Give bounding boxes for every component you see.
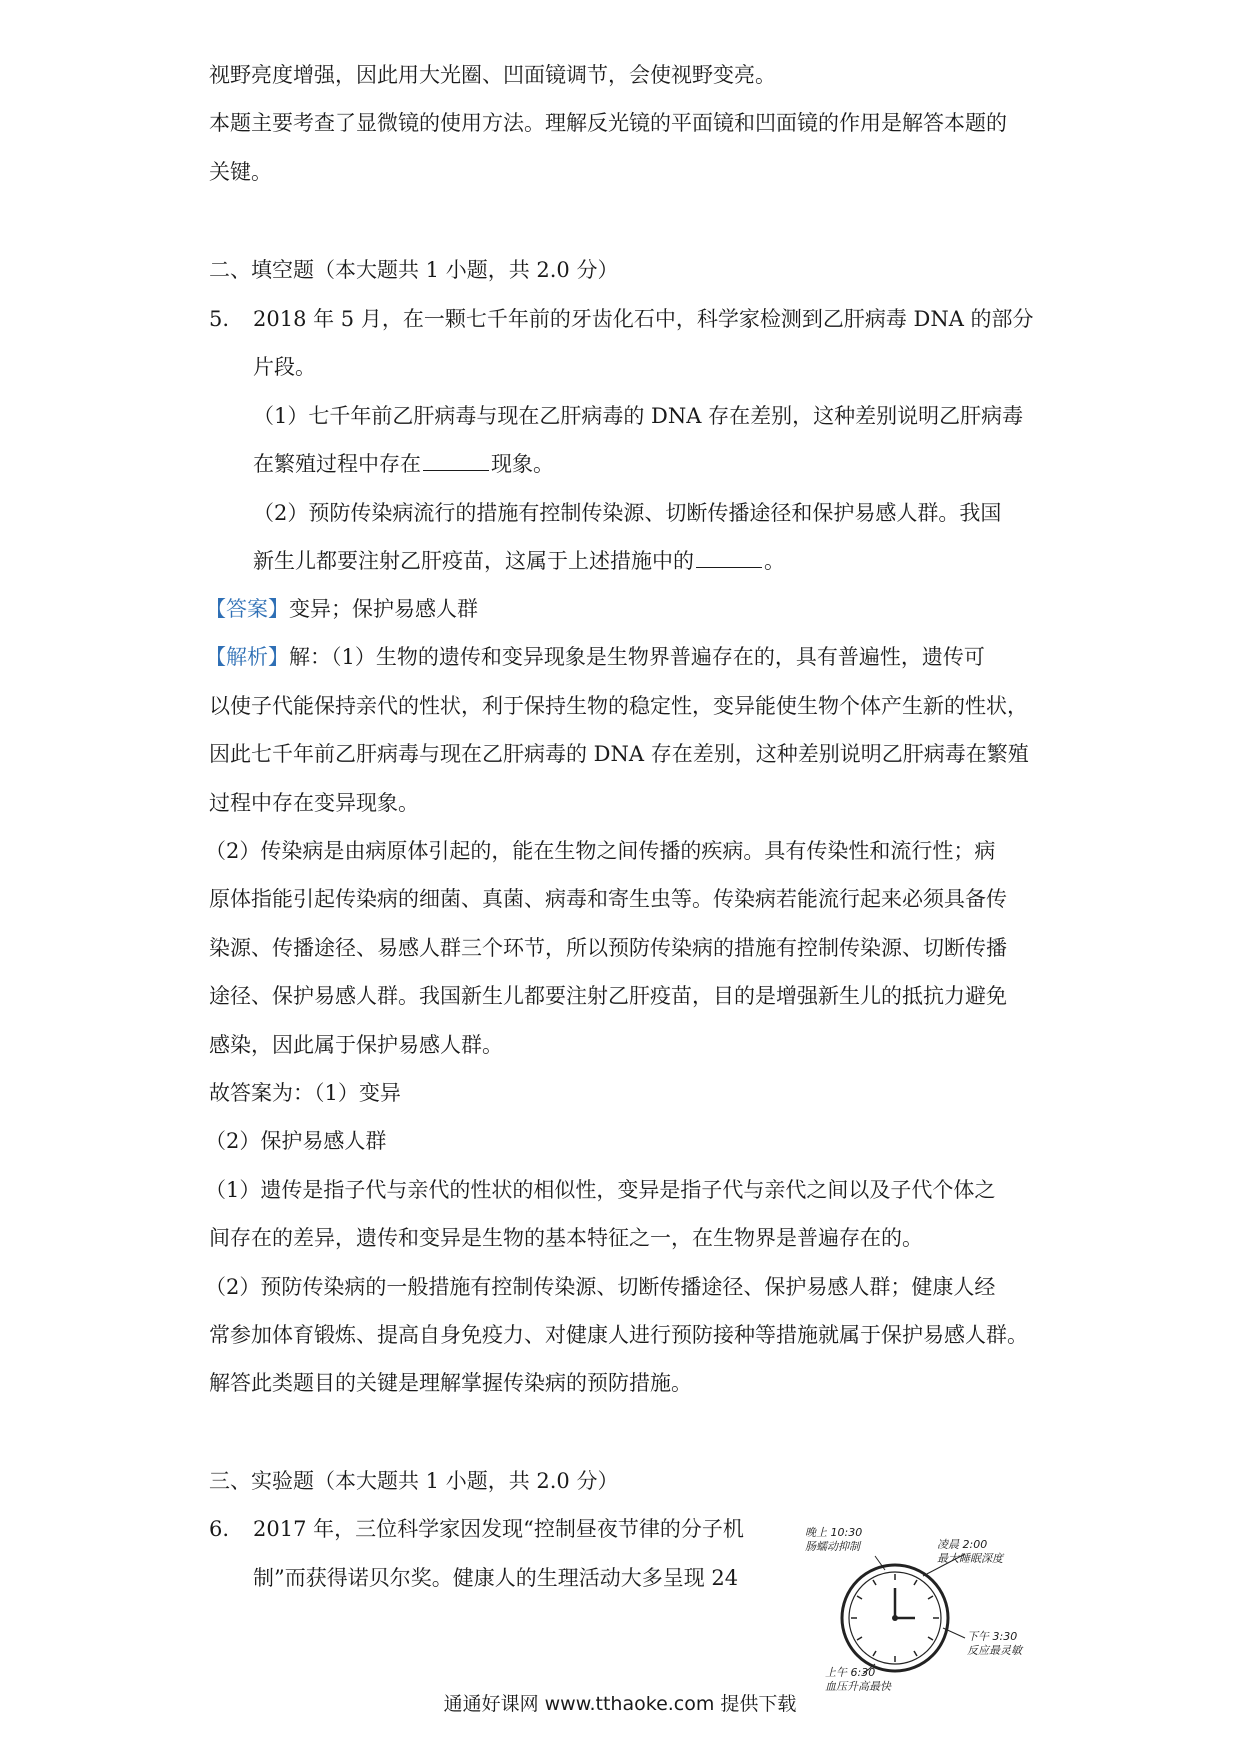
analysis-line — [205, 642, 985, 672]
text-line: 关键。 — [209, 160, 272, 184]
subquestion-text: （2）预防传染病流行的措施有控制传染源、切断传播途径和保护易感人群。我国 — [253, 501, 1002, 525]
analysis-line: 感染，因此属于保护易感人群。 — [209, 1033, 503, 1057]
analysis-line: 故答案为：（1）变异 — [209, 1081, 401, 1105]
section-title: 二、填空题（本大题共 1 小题，共 2.0 分） — [209, 258, 619, 282]
question-text: 2018 年 5 月，在一颗七千年前的牙齿化石中，科学家检测到乙肝病毒 DNA 的部分 — [253, 307, 1034, 331]
clock-label-night — [805, 1526, 862, 1554]
analysis-tag: 【解析】 — [205, 645, 289, 669]
analysis-line: 染源、传播途径、易感人群三个环节，所以预防传染病的措施有控制传染源、切断传播 — [209, 936, 1007, 960]
analysis-line: 间存在的差异，遗传和变异是生物的基本特征之一，在生物界是普遍存在的。 — [209, 1226, 923, 1250]
label-desc: 肠蠕动抑制 — [805, 1540, 860, 1553]
text-line: 视野亮度增强，因此用大光圈、凹面镜调节，会使视野变亮。 — [209, 63, 776, 87]
text-segment: 。 — [764, 549, 785, 573]
text-segment: 新生儿都要注射乙肝疫苗，这属于上述措施中的 — [253, 549, 694, 573]
analysis-line: （2）保护易感人群 — [205, 1129, 387, 1153]
question-text: 片段。 — [253, 355, 316, 379]
analysis-line: 途径、保护易感人群。我国新生儿都要注射乙肝疫苗，目的是增强新生儿的抵抗力避免 — [209, 984, 1007, 1008]
answer-blank — [696, 547, 762, 568]
analysis-line: （1）遗传是指子代与亲代的性状的相似性，变异是指子代与亲代之间以及子代个体之 — [205, 1178, 996, 1202]
label-time: 凌晨 2:00 — [937, 1538, 988, 1551]
label-desc: 反应最灵敏 — [967, 1644, 1022, 1657]
question-number: 5. — [209, 307, 230, 331]
clock-label-dawn — [937, 1538, 1003, 1566]
answer-blank — [423, 450, 489, 471]
question-number: 6. — [209, 1517, 230, 1541]
subquestion-text — [253, 546, 785, 576]
label-time: 下午 3:30 — [967, 1630, 1018, 1643]
question-text: 制”而获得诺贝尔奖。健康人的生理活动大多呈现 24 — [253, 1566, 739, 1590]
analysis-line: 因此七千年前乙肝病毒与现在乙肝病毒的 DNA 存在差别，这种差别说明乙肝病毒在繁殖 — [209, 742, 1029, 766]
answer-text: 变异；保护易感人群 — [289, 597, 478, 621]
circadian-clock-figure — [805, 1526, 1045, 1701]
subquestion-text — [253, 449, 554, 479]
analysis-line: 解答此类题目的关键是理解掌握传染病的预防措施。 — [209, 1371, 692, 1395]
analysis-line: 过程中存在变异现象。 — [209, 791, 419, 815]
analysis-line: 以使子代能保持亲代的性状，利于保持生物的稳定性，变异能使生物个体产生新的性状， — [209, 694, 1028, 718]
section-title: 三、实验题（本大题共 1 小题，共 2.0 分） — [209, 1469, 619, 1493]
analysis-line: 原体指能引起传染病的细菌、真菌、病毒和寄生虫等。传染病若能流行起来必须具备传 — [209, 887, 1007, 911]
footer-source: 通通好课网 www.tthaoke.com 提供下载 — [443, 1693, 797, 1715]
label-desc: 最大睡眠深度 — [937, 1552, 1003, 1565]
label-time: 晚上 10:30 — [805, 1526, 863, 1539]
analysis-line: 常参加体育锻炼、提高自身免疫力、对健康人进行预防接种等措施就属于保护易感人群。 — [209, 1323, 1028, 1347]
answer-line — [205, 594, 478, 624]
text-line: 本题主要考查了显微镜的使用方法。理解反光镜的平面镜和凹面镜的作用是解答本题的 — [209, 111, 1007, 135]
analysis-line: （2）传染病是由病原体引起的，能在生物之间传播的疾病。具有传染性和流行性；病 — [205, 839, 996, 863]
analysis-text: 解：（1）生物的遗传和变异现象是生物界普遍存在的，具有普遍性，遗传可 — [289, 645, 985, 669]
analysis-line: （2）预防传染病的一般措施有控制传染源、切断传播途径、保护易感人群；健康人经 — [205, 1275, 996, 1299]
label-desc: 血压升高最快 — [825, 1680, 891, 1693]
clock-label-afternoon — [967, 1630, 1022, 1658]
question-text: 2017 年，三位科学家因发现“控制昼夜节律的分子机 — [253, 1517, 744, 1541]
answer-tag: 【答案】 — [205, 597, 289, 621]
subquestion-text: （1）七千年前乙肝病毒与现在乙肝病毒的 DNA 存在差别，这种差别说明乙肝病毒 — [253, 404, 1024, 428]
label-time: 上午 6:30 — [825, 1666, 876, 1679]
text-segment: 在繁殖过程中存在 — [253, 452, 421, 476]
text-segment: 现象。 — [491, 452, 554, 476]
